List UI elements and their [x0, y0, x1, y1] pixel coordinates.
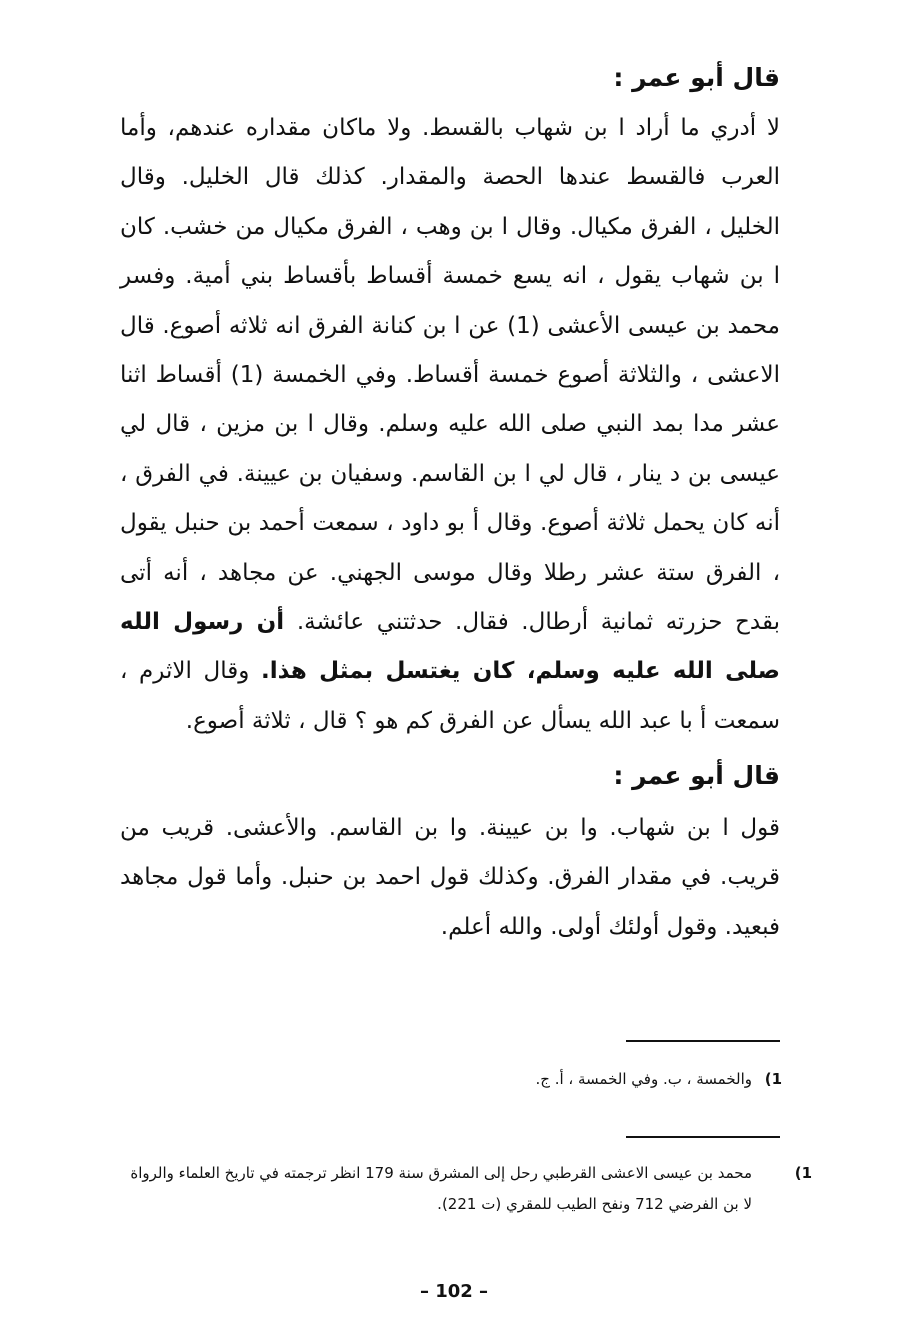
- footnote-divider-1: [626, 1040, 780, 1042]
- section-heading-2: قال أبو عمر :: [613, 761, 780, 790]
- footnote-text: والخمسة ، ب. وفي الخمسة ، أ. ج.: [535, 1070, 752, 1088]
- footnote-variant: [118, 1064, 782, 1095]
- paragraph-text-1b: وقال الاثرم ، سمعت أ با عبد الله يسأل عن الفرق كم هو ؟ قال ، ثلاثة أصوع.: [120, 658, 780, 734]
- main-paragraph-1: [120, 104, 780, 746]
- paragraph-text-1a: لا أدري ما أراد ا بن شهاب بالقسط. ولا ماكان مقداره عندهم، وأما العرب فالقسط عندها الحصة والمقدار. كذلك قال الخليل. وقال الخليل ، الفرق مكيال. وقال ا بن وهب ، الفرق مكيال من خشب. كان ا بن شهاب يقول ، انه يسع خمسة أقساط بأقساط بني أمية. وفسر محمد بن عيسى الأعشى (1) عن ا بن كنانة الفرق انه ثلاثه أصوع. قال الاعشى ، والثلاثة أصوع خمسة أقساط. وفي الخمسة (1) أقساط اثنا عشر مدا بمد النبي صلى الله عليه وسلم. وقال ا بن مزين ، قال لي عيسى بن د ينار ، قال لي ا بن القاسم. وسفيان بن عيينة. في الفرق ، أنه كان يحمل ثلاثة أصوع. وقال أ بو داود ، سمعت أحمد بن حنبل يقول ، الفرق ستة عشر رطلا وقال موسى الجهني. عن مجاهد ، أنه أتى بقدح حزرته ثمانية أرطال. فقال. حدثتني عائشة.: [120, 115, 781, 636]
- footnote-divider-2: [626, 1136, 780, 1138]
- main-paragraph-2: [120, 804, 780, 952]
- paragraph-text-2: قول ا بن شهاب. وا بن عيينة. وا بن القاسم. والأعشى. قريب من قريب. في مقدار الفرق. وكذلك قول احمد بن حنبل. وأما قول مجاهد فبعيد. وقول أولئك أولى. والله أعلم.: [120, 815, 780, 940]
- footnote-text: محمد بن عيسى الاعشى القرطبي رحل إلى المشرق سنة 179 انظر ترجمته في تاريخ العلماء والرواة لا بن الفرضي 712 ونفح الطيب للمقري (ت 221).: [130, 1164, 752, 1213]
- footnote-number: 1): [794, 1164, 812, 1182]
- hadith-text: أن رسول الله صلى الله عليه وسلم، كان يغتسل بمثل هذا.: [120, 609, 780, 685]
- section-heading-1: قال أبو عمر :: [613, 63, 780, 92]
- page-number: – 102 –: [419, 1281, 489, 1302]
- footnote-biography: [118, 1158, 812, 1220]
- footnote-number: 1): [764, 1070, 782, 1088]
